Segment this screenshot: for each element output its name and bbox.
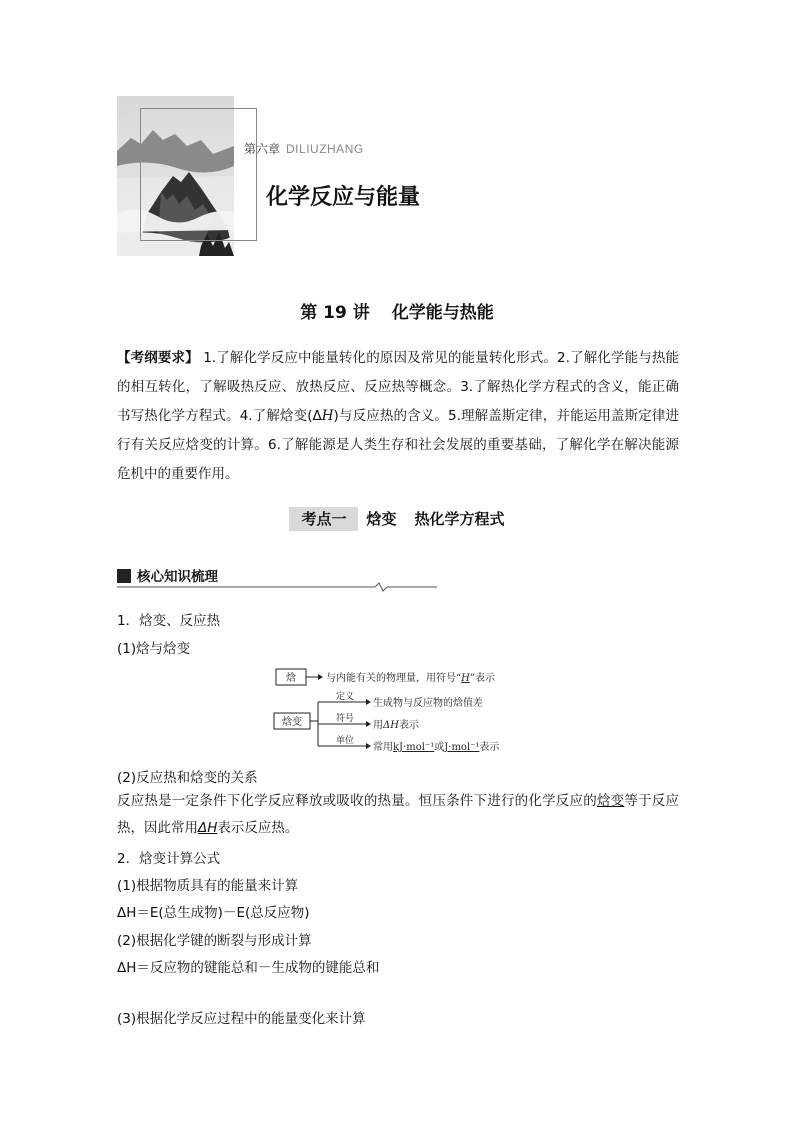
p1-underline-1: 焓变 [596,793,625,809]
kaodian-topic-2: 热化学方程式 [414,510,505,528]
section-title: 核心知识梳理 [137,569,218,585]
p1-text-3: 表示反应热。 [217,820,299,836]
chapter-title: 化学反应与能量 [266,185,421,210]
label-symbol: 符号 [336,714,355,724]
lecture-title [0,298,794,323]
heading-2: 2．焓变计算公式 [117,851,221,867]
outline-text-2: )与反应热的含义。5.理解盖斯定律，并能运用盖斯定律进行有关反应焓变的计算。6.了解能源是人类生存和社会发展的重要基础，了解化学在解决能源危机中的重要作用。 [117,408,679,482]
exam-outline-paragraph [117,344,679,489]
label-definition: 定义 [336,692,355,702]
heading-1: 1．焓变、反应热 [117,613,221,629]
p1-underline-2: ΔH [198,820,218,836]
outline-symbol-h: H [321,408,334,424]
heading-2c: (3)根据化学反应过程中的能量变化来计算 [117,1011,366,1027]
outline-tag: 【考纲要求】 [117,350,199,366]
enthalpy-description: 与内能有关的物理量，用符号“H”表示 [326,673,495,684]
kaodian-heading [0,508,794,529]
p1-text-1: 反应热是一定条件下化学反应释放或吸收的热量。恒压条件下进行的化学反应的 [117,793,597,809]
heading-2a: (1)根据物质具有的能量来计算 [117,878,299,894]
kaodian-box: 考点一 [289,507,358,531]
lecture-number: 第 19 讲 [300,303,370,323]
kaodian-topic-1: 焓变 [366,510,397,528]
outline-text-1: 1.了解化学反应中能量转化的原因及常见的能量转化形式。2.了解化学能与热能的相互转化，了解吸热反应、放热反应、反应热等概念。3.了解热化学方程式的含义，能正确书写热化学方程式。4.了解焓变(Δ [117,350,679,424]
chapter-label [244,140,364,157]
chapter-pinyin: DILIUZHANG [286,142,364,156]
formula-1: ΔH＝E(总生成物)－E(总反应物) [117,905,310,921]
p1-text-2: 等于反应热，因此常用 [117,793,680,836]
box-enthalpy-change-label: 焓变 [282,717,302,728]
formula-2: ΔH＝反应物的键能总和－生成物的键能总和 [117,960,380,976]
box-enthalpy-label: 焓 [286,673,296,684]
reaction-heat-paragraph [117,788,679,842]
enthalpy-diagram [270,664,530,756]
heading-1a: (1)焓与焓变 [117,641,191,657]
heading-2b: (2)根据化学键的断裂与形成计算 [117,933,312,949]
definition-text: 生成物与反应物的焓值差 [373,698,483,709]
symbol-text: 用ΔH表示 [373,720,419,731]
section-divider [117,580,439,592]
chapter-frame [140,108,257,241]
lecture-name: 化学能与热能 [391,303,494,323]
unit-text: 常用kJ·mol⁻¹或J·mol⁻¹表示 [373,742,500,753]
heading-1b: (2)反应热和焓变的关系 [117,770,258,786]
label-unit: 单位 [336,736,355,746]
chapter-number: 第六章 [244,142,281,156]
